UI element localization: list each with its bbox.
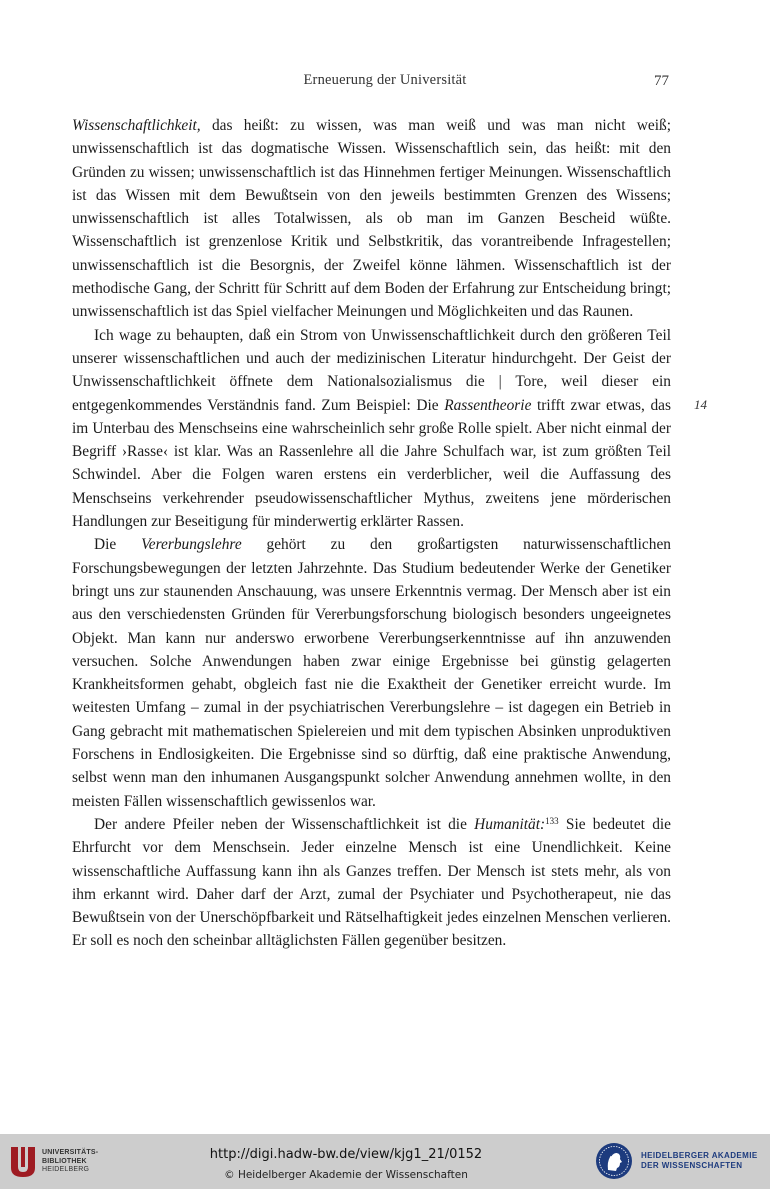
footnote-marker[interactable]: 133 xyxy=(545,815,559,826)
paragraph-2-before: Ich wage zu behaupten, daß ein Strom von Unwissenschaftlichkeit durch den größeren Teil unserer wissenschaftlichen und auch der medizinischen Literatur hindurchgeht. Der Geist der Unwissenschaftlichkeit öffnete dem Nationalsozialismus die | Tore, weil dieser ein entgegenkommendes Verständnis fand. Zum Beispiel: Die xyxy=(72,326,671,414)
paragraph-2-after: trifft zwar etwas, das im Unterbau des Menschseins eine wahrscheinlich sehr große Rolle spielt. Aber nicht einmal der Begriff ›Rasse‹ ist klar. Was an Rassenlehre all die Jahre Schulfach war, ist zum größten Teil Schwindel. Aber die Folgen waren erstens ein verderblicher, weil die Auffassung des Menschseins verkehrender pseudowissenschaftlicher Mythus, zweitens jene mörderischen Handlungen zur Beseitigung für minderwertig erklärter Rassen. xyxy=(72,396,671,531)
term-rassentheorie: Rassentheorie xyxy=(444,396,532,414)
academy-name xyxy=(641,1151,766,1171)
paragraph-4 xyxy=(72,813,671,953)
copyright-notice: © Heidelberger Akademie der Wissenschaften xyxy=(224,1169,468,1181)
term-vererbungslehre: Vererbungslehre xyxy=(141,536,242,554)
library-line-3: HEIDELBERG xyxy=(42,1166,90,1173)
page-number: 77 xyxy=(654,73,669,89)
running-title: Erneuerung der Universität xyxy=(303,72,467,88)
academy-emblem-icon[interactable] xyxy=(595,1142,633,1180)
running-head xyxy=(0,72,770,94)
permalink-url[interactable]: http://digi.hadw-bw.de/view/kjg1_21/0152 xyxy=(209,1147,483,1162)
library-line-2: BIBLIOTHEK xyxy=(42,1157,87,1165)
academy-line-2: DER WISSENSCHAFTEN xyxy=(641,1161,743,1170)
paragraph-4-before: Der andere Pfeiler neben der Wissenschaftlichkeit ist die xyxy=(94,815,475,833)
paragraph-1 xyxy=(72,114,671,324)
paragraph-4-after: Sie bedeutet die Ehrfurcht vor dem Menschsein. Jeder einzelne Mensch ist eine Unendlichkeit. Keine wissenschaftliche Auffassung kann ihn als Ganzes treffen. Der Mensch ist stets mehr, als von ihm erkannt wird. Daher darf der Arzt, zumal der Psychiater und Psychotherapeut, nie das Bewußtsein von der Unerschöpfbarkeit und Rätselhaftigkeit jedes einzelnen Menschen verlieren. Er soll es noch den scheinbar alltäglichsten Fällen gegenüber besitzen. xyxy=(72,815,671,950)
paragraph-3-after: gehört zu den großartigsten naturwissenschaftlichen Forschungsbewegungen der letzten Jahrzehnte. Das Studium bedeutender Werke der Genetiker bringt uns zur staunenden Anschauung, was unsere Erkenntnis vermag. Der Mensch aber ist ein aus den verschiedensten Gründen für Vererbungsforschung biologisch besonders ungeeignetes Objekt. Man kann nur anderswo erworbene Vererbungserkenntnisse auf ihn anzuwenden versuchen. Solche Anwendungen haben zwar einige Ergebnisse bei günstig gelagerten Krankheitsformen gehabt, obgleich fast nie die Exaktheit der Genetiker erreicht wurde. Im weitesten Umfang – zumal in der psychiatrischen Vererbungslehre – ist dagegen ein Betrieb in Gang gebracht mit mathematischen Spielereien und mit dem typischen Absinken unproduktiven Forschens in Endlosigkeiten. Die Ergebnisse sind so dürftig, daß eine praktische Anwendung, selbst wenn man den inhumanen Ausgangspunkt solcher Anwendung annehmen wollte, in den meisten Fällen wissenschaftlich gewissenlos war. xyxy=(72,536,671,810)
term-wissenschaftlichkeit: Wissenschaftlichkeit, xyxy=(72,117,201,134)
paragraph-2 xyxy=(72,324,671,534)
academy-line-1: HEIDELBERGER AKADEMIE xyxy=(641,1151,758,1160)
footer-bar xyxy=(0,1134,770,1189)
paragraph-3-before: Die xyxy=(94,536,142,554)
paragraph-1-text: das heißt: zu wissen, was man weiß und was man nicht weiß; unwissenschaftlich ist das dogmatische Wissen. Wissenschaftlich sein, das heißt: mit den Gründen zu wissen; unwissenschaftlich ist das Hinnehmen fertiger Meinungen. Wissenschaftlich ist das Wissen mit dem Bewußtsein von den jeweils bestimmten Grenzen des Wissens; unwissenschaftlich ist alles Totalwissen, als ob man im Ganzen Bescheid wüßte. Wissenschaftlich ist grenzenlose Kritik und Selbstkritik, das vorantreibende Infragestellen; unwissenschaftlich ist die Besorgnis, der Zweifel könne lähmen. Wissenschaftlich ist der methodische Gang, der Schritt für Schritt auf dem Boden der Erfahrung zur Entscheidung bringt; unwissenschaftlich ist das Spiel vielfacher Meinungen und Möglichkeiten und das Raunen. xyxy=(72,117,671,321)
paragraph-3 xyxy=(72,533,671,813)
term-humanitaet: Humanität: xyxy=(474,815,546,833)
margin-page-reference: 14 xyxy=(694,397,707,412)
body-text xyxy=(72,114,671,953)
library-line-1: UNIVERSITÄTS- xyxy=(42,1149,99,1156)
